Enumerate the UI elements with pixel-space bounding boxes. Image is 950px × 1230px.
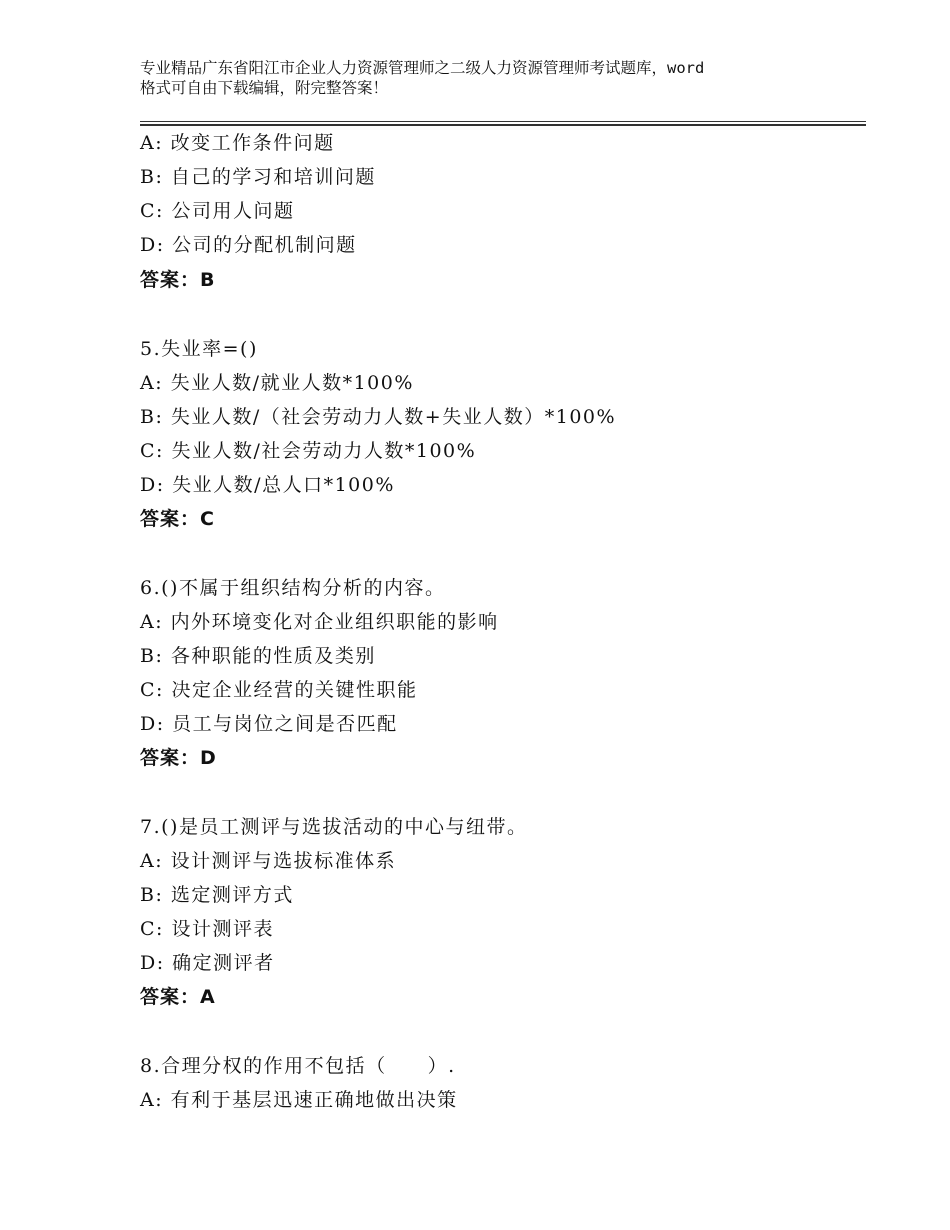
q7-option-c: C: 设计测评表 [140,918,274,940]
q7-option-d: D: 确定测评者 [140,952,275,974]
q7-option-b: B: 选定测评方式 [140,884,294,906]
q5-option-a: A: 失业人数/就业人数*100% [140,372,414,394]
q6-answer: 答案：D [140,747,217,769]
q8-option-a: A: 有利于基层迅速正确地做出决策 [140,1089,458,1111]
q4-option-a: A: 改变工作条件问题 [140,132,335,154]
q5-answer: 答案：C [140,508,215,530]
q4-option-d: D: 公司的分配机制问题 [140,234,357,256]
header-divider-thick [140,124,866,126]
q4-option-c: C: 公司用人问题 [140,200,295,222]
header-divider-thin [140,121,866,122]
q4-option-b: B: 自己的学习和培训问题 [140,166,376,188]
q6-stem: 6.()不属于组织结构分析的内容。 [140,577,446,599]
q5-option-b: B: 失业人数/（社会劳动力人数+失业人数）*100% [140,406,617,428]
q7-option-a: A: 设计测评与选拔标准体系 [140,850,397,872]
q6-option-b: B: 各种职能的性质及类别 [140,645,376,667]
q5-stem: 5.失业率=() [140,338,258,360]
q7-answer: 答案：A [140,986,216,1008]
q7-stem: 7.()是员工测评与选拔活动的中心与纽带。 [140,816,528,838]
q5-option-c: C: 失业人数/社会劳动力人数*100% [140,440,477,462]
q6-option-a: A: 内外环境变化对企业组织职能的影响 [140,611,499,633]
header-title-line-2: 格式可自由下载编辑，附完整答案！ [140,79,389,97]
q8-stem: 8.合理分权的作用不包括（ ）. [140,1055,456,1077]
document-header [140,58,840,98]
q6-option-d: D: 员工与岗位之间是否匹配 [140,713,398,735]
q4-answer: 答案：B [140,269,216,291]
q5-option-d: D: 失业人数/总人口*100% [140,474,395,496]
q6-option-c: C: 决定企业经营的关键性职能 [140,679,418,701]
header-title-line-1: 专业精品广东省阳江市企业人力资源管理师之二级人力资源管理师考试题库，word [140,59,705,77]
